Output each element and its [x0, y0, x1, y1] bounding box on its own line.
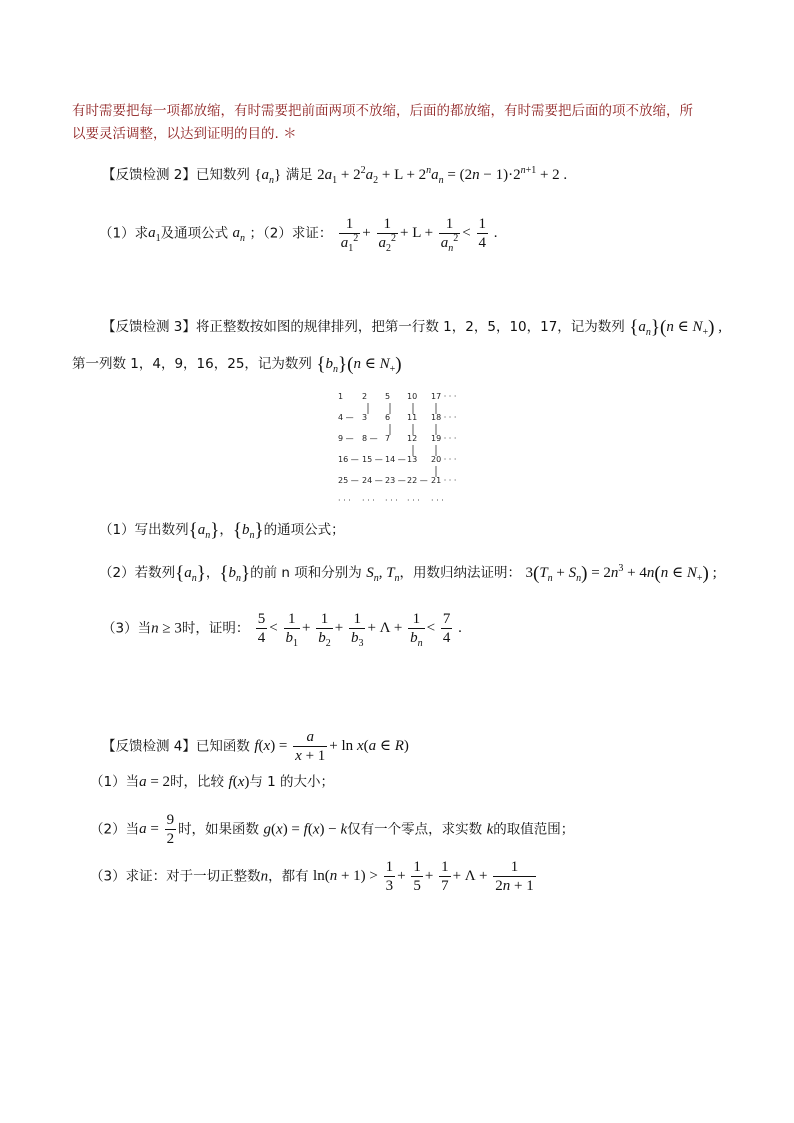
- grid-cell-r1-c1: 3: [362, 413, 368, 422]
- intro-line-2: 以要灵活调整，以达到证明的目的. ＊: [72, 126, 297, 142]
- grid-cell-r4-c0: 25 —: [338, 476, 359, 485]
- problem-3-q1: （1）写出数列$\{a_n\}$，$\{b_n\}$的通项公式；: [99, 520, 345, 541]
- problem-3-identity: $3(T_n + S_n) = 2n^3 + 4n(n$ ∈ $N_+$) ;: [525, 563, 717, 584]
- grid-cell-r4-c3: 22 —: [407, 476, 428, 485]
- sequence-a-set: $\{a_n\}$: [254, 167, 282, 186]
- grid-cell-r0-c1: 2: [362, 392, 368, 401]
- grid-cell-r0-c4: 17 · · ·: [431, 392, 457, 401]
- problem-3-statement: 【反馈检测 3】将正整数按如图的规律排列，把第一行数 1，2，5，10，17，记为数列 $\{a_n\}(n$ ∈ $N_+$) ,: [102, 317, 722, 338]
- grid-cell-r5-c2: · · ·: [385, 496, 398, 505]
- problem-3-q3: （3）当n ≥ 3时，证明： $\frac{5}{4}$ < $\frac{1}{b_1}$ + $\frac{1}{b_2}$ + $\frac{1}{b_3}$ + Λ + $\frac{1}{b_n}$ < $\frac{7}{4}$ .: [102, 611, 462, 649]
- problem-4-q1: （1）当a = 2时，比较 f(x)与 1 的大小；: [90, 774, 335, 790]
- grid-cell-r4-c2: 23 —: [385, 476, 406, 485]
- problem-4-tag: 【反馈检测 4】: [102, 738, 196, 755]
- problem-4-q2: （2）当a = $\frac{9}{2}$ 时，如果函数 g(x) = f(x) − k仅有一个零点，求实数 k的取值范围；: [90, 812, 575, 847]
- grid-connectors: [368, 403, 436, 477]
- problem-3-line-2: 第一列数 1，4，9，16，25，记为数列 $\{b_n\}(n$ ∈ $N_+$): [72, 354, 402, 375]
- grid-cell-r0-c3: 10: [407, 392, 418, 401]
- grid-cell-r2-c3: 12: [407, 434, 418, 443]
- problem-4-q3: （3）求证：对于一切正整数n，都有 ln(n + 1) > $\frac{1}{3}$ + $\frac{1}{5}$ + $\frac{1}{7}$ + Λ + $\frac{1}{2n + 1}$: [90, 859, 538, 895]
- grid-cell-r3-c4: 20 · · ·: [431, 455, 457, 464]
- grid-cell-r1-c4: 18 · · ·: [431, 413, 457, 422]
- grid-cell-r4-c4: 21 · · ·: [431, 476, 457, 485]
- grid-cell-r5-c0: · · ·: [338, 496, 351, 505]
- grid-cell-r0-c2: 5: [385, 392, 391, 401]
- grid-cell-r3-c3: 13: [407, 455, 418, 464]
- grid-cell-r2-c0: 9 —: [338, 434, 354, 443]
- grid-cell-r2-c1: 8 —: [362, 434, 378, 443]
- grid-cell-r5-c1: · · ·: [362, 496, 375, 505]
- grid-cell-r1-c3: 11: [407, 413, 418, 422]
- problem-4-inequality: ln(n + 1) > $\frac{1}{3}$ + $\frac{1}{5}$ + $\frac{1}{7}$ + Λ + $\frac{1}{2n + 1}$: [313, 859, 534, 894]
- problem-3-inequality: $\frac{5}{4}$ < $\frac{1}{b_1}$ + $\frac{1}{b_2}$ + $\frac{1}{b_3}$ + Λ + $\frac{1}{b_n}$ < $\frac{7}{4}$ .: [257, 611, 462, 649]
- grid-cell-r2-c4: 19 · · ·: [431, 434, 457, 443]
- problem-2-inequality: $\frac{1}{a_1^2}$ + $\frac{1}{a_2^2}$ + L + $\frac{1}{a_n^2}$ < $\frac{1}{4}$ .: [340, 216, 498, 254]
- intro-line-1: 有时需要把每一项都放缩，有时需要把前面两项不放缩，后面的都放缩，有时需要把后面的项不放缩，所: [72, 103, 693, 119]
- problem-3-q2: （2）若数列$\{a_n\}$，$\{b_n\}$的前 n 项和分别为 $S_n$, $T_n$，用数归纳法证明： $3(T_n + S_n) = 2n^3 + 4n(n$ ∈ $N_+$) ;: [99, 563, 717, 584]
- problem-2-tag: 【反馈检测 2】: [102, 167, 196, 183]
- grid-cell-r5-c3: · · ·: [407, 496, 420, 505]
- grid-cell-r5-c4: · · ·: [431, 496, 444, 505]
- problem-3-tag: 【反馈检测 3】: [102, 319, 196, 335]
- problem-2-equation: $2a_1 + 2^2a_2 + L + 2^na_n = (2n - 1)\cdot 2^{n+1} + 2$ .: [317, 165, 568, 186]
- grid-cell-r2-c2: 7: [385, 434, 391, 443]
- problem-2-statement: 【反馈检测 2】已知数列 $\{a_n\}$ 满足 $2a_1 + 2^2a_2 + L + 2^na_n = (2n - 1)\cdot 2^{n+1} + 2$ .: [102, 165, 568, 186]
- grid-cell-r1-c2: 6: [385, 413, 391, 422]
- grid-cell-r0-c0: 1: [338, 392, 344, 401]
- grid-cell-r3-c0: 16 —: [338, 455, 359, 464]
- problem-2-questions: （1）求$a_1$及通项公式 $a_n$ ；（2）求证： $\frac{1}{a_1^2}$ + $\frac{1}{a_2^2}$ + L + $\frac{1}{a_n^2}$ < $\frac{1}{4}$ .: [99, 216, 498, 254]
- grid-cell-r3-c2: 14 —: [385, 455, 406, 464]
- grid-cell-r1-c0: 4 —: [338, 413, 354, 422]
- problem-4-statement: 【反馈检测 4】已知函数 f(x) = $\frac{a}{x + 1}$ + ln x(a ∈ R): [102, 729, 409, 764]
- grid-cell-r4-c1: 24 —: [362, 476, 383, 485]
- grid-cell-r3-c1: 15 —: [362, 455, 383, 464]
- number-grid: [336, 389, 466, 509]
- number-arrangement-figure: [336, 389, 466, 509]
- function-f-definition: f(x) = $\frac{a}{x + 1}$ + ln x(a ∈ R): [254, 729, 409, 764]
